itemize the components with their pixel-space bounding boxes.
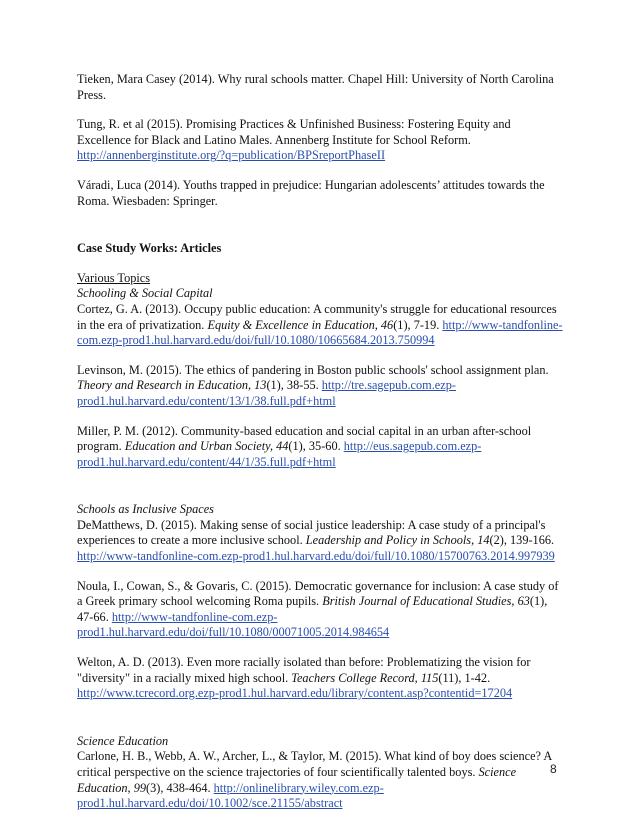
reference-text: Váradi, Luca (2014). Youths trapped in prejudice: Hungarian adolescents’ attitudes towards the Roma. Wiesbaden: Springer. [77,177,545,208]
reference-link[interactable]: http://onlinelibrary.wiley.com.ezp-prod1.hul.harvard.edu/doi/10.1002/sce.21155/abstract [77,780,384,811]
subtopic-title: Science Education [77,733,169,748]
reference-issue: (1), 35-60. [288,439,344,454]
reference-issue: (1), 38-55. [266,378,322,393]
reference-entry [77,655,563,702]
reference-entry [77,518,563,565]
reference-entry [77,749,563,811]
reference-issue: (2), 139-166. [489,533,555,548]
page-content [77,72,563,812]
reference-link[interactable]: http://www-tandfonline-com.ezp-prod1.hul.harvard.edu/doi/full/10.1080/00071005.2014.984654 [77,609,390,640]
journal-name: Education and Urban Society, 44 [124,439,289,454]
reference-text: DeMatthews, D. (2015). Making sense of social justice leadership: A case study of a principal's experiences to create a more inclusive school. [77,517,546,548]
reference-text: Cortez, G. A. (2013). Occupy public education: A community's struggle for educational resources in the era of privatization. [77,301,557,332]
journal-name: Equity & Excellence in Education, 46 [207,317,394,332]
reference-issue: (1), 47-66. [77,594,548,624]
reference-entry [77,72,563,103]
reference-text: Tung, R. et al (2015). Promising Practices & Unfinished Business: Fostering Equity and Excellence for Black and Latino Males. Annenberg Institute for School Reform. [77,117,511,147]
reference-entry [77,178,563,209]
reference-link[interactable]: http://www-tandfonline-com.ezp-prod1.hul.harvard.edu/doi/full/10.1080/10665684.2013.750994 [77,317,563,348]
reference-link[interactable]: http://www.tcrecord.org.ezp-prod1.hul.harvard.edu/library/content.asp?contentid=17204 [77,686,513,701]
reference-entry [77,117,563,164]
journal-name: Teachers College Record, 115 [291,670,439,685]
reference-entry [77,363,563,410]
topic-title: Various Topics [77,270,151,285]
reference-text: Carlone, H. B., Webb, A. W., Archer, L., & Taylor, M. (2015). What kind of boy does science? A critical perspective on the science trajectories of four scientifically talented boys. [77,749,552,779]
reference-text: Miller, P. M. (2012). Community-based education and social capital in an urban after-school program. [77,423,532,454]
reference-text: Tieken, Mara Casey (2014). Why rural schools matter. Chapel Hill: University of North Carolina Press. [77,72,554,102]
reference-text: Welton, A. D. (2013). Even more racially isolated than before: Problematizing the vision for "diversity" in a racially mixed high school. [77,655,531,685]
reference-link[interactable]: http://eus.sagepub.com.ezp-prod1.hul.harvard.edu/content/44/1/35.full.pdf+html [77,439,482,469]
reference-entry [77,579,563,641]
journal-name: Theory and Research in Education, 13 [77,378,267,393]
reference-link[interactable]: http://tre.sagepub.com.ezp-prod1.hul.harvard.edu/content/13/1/38.full.pdf+html [77,378,456,408]
reference-text: Noula, I., Cowan, S., & Govaris, C. (2015). Democratic governance for inclusion: A case study of a Greek primary school welcoming Roma pupils. [77,578,559,609]
reference-link[interactable]: http://www-tandfonline-com.ezp-prod1.hul.harvard.edu/doi/full/10.1080/15700763.2014.997939 [77,549,555,564]
reference-entry [77,302,563,349]
reference-text: Levinson, M. (2015). The ethics of pandering in Boston public schools' school assignment plan. [77,362,549,377]
page-number: 8 [550,762,557,776]
reference-issue: (3), 438-464. [146,780,214,795]
journal-name: Leadership and Policy in Schools, 14 [305,533,490,548]
journal-name: Science Education, 99 [77,765,517,795]
section-heading: Case Study Works: Articles [77,241,222,256]
journal-name: British Journal of Educational Studies, 63 [322,594,530,609]
subtopic-title: Schooling & Social Capital [77,286,213,301]
subtopic-title: Schools as Inclusive Spaces [77,502,214,517]
reference-issue: (1), 7-19. [393,317,443,332]
reference-issue: (11), 1-42. [438,670,491,685]
reference-entry [77,424,563,471]
reference-link[interactable]: http://annenberginstitute.org/?q=publication/BPSreportPhaseII [77,148,386,163]
